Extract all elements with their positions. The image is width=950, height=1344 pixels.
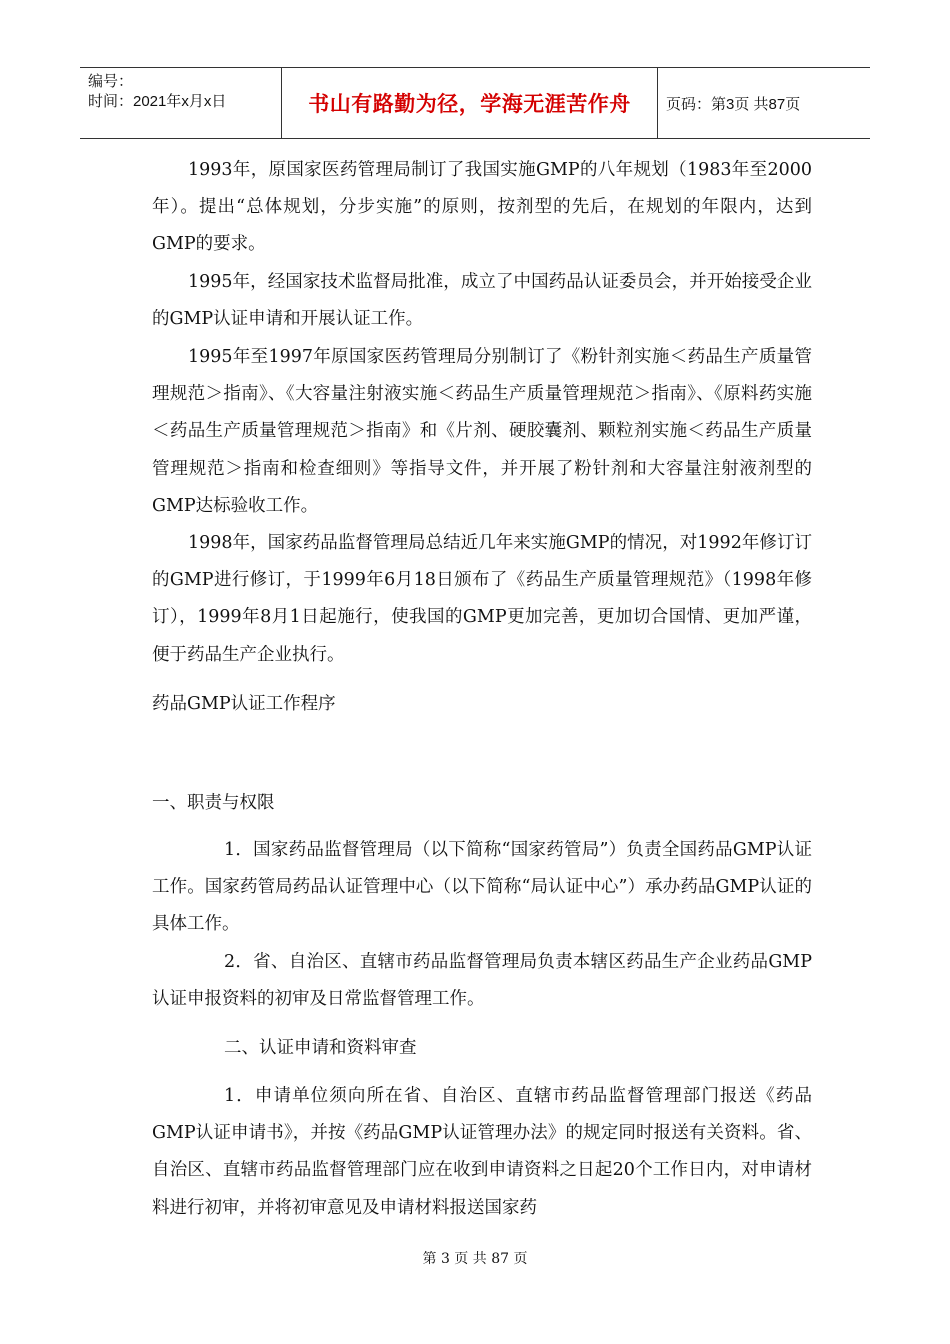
document-number-label: 编号：: [88, 73, 134, 90]
paragraph-1998: 1998年，国家药品监督管理局总结近几年来实施GMP的情况，对1992年修订订的GMP进行修订，于1999年6月18日颁布了《药品生产质量管理规范》（1998年修订），1999年8月1日起施行，使我国的GMP更加完善，更加切合国情、更加严谨，便于药品生产企业执行。: [152, 533, 812, 665]
section1-item-1: 1．国家药品监督管理局（以下简称“国家药管局”）负责全国药品GMP认证工作。国家药管局药品认证管理中心（以下简称“局认证中心”）承办药品GMP认证的具体工作。: [152, 840, 812, 935]
document-date: 时间：2021年x月x日: [88, 93, 227, 110]
section1-item-2: 2．省、自治区、直辖市药品监督管理局负责本辖区药品生产企业药品GMP认证申报资料的初审及日常监督管理工作。: [152, 952, 812, 1010]
section-title: 药品GMP认证工作程序: [152, 694, 336, 714]
header-motto: 书山有路勤为径，学海无涯苦作舟: [282, 68, 658, 138]
page-footer: 第 3 页 共 87 页: [422, 1251, 528, 1267]
paragraph-1995-1997: 1995年至1997年原国家医药管理局分别制订了《粉针剂实施＜药品生产质量管理规范＞指南》、《大容量注射液实施＜药品生产质量管理规范＞指南》、《原料药实施＜药品生产质量管理规范＞指南》和《片剂、硬胶囊剂、颗粒剂实施＜药品生产质量管理规范＞指南和检查细则》等指导文件，并开展了粉针剂和大容量注射液剂型的GMP达标验收工作。: [152, 347, 812, 516]
paragraph-1995: 1995年，经国家技术监督局批准，成立了中国药品认证委员会，并开始接受企业的GMP认证申请和开展认证工作。: [152, 272, 812, 330]
section2-item-1: 1．申请单位须向所在省、自治区、直辖市药品监督管理部门报送《药品GMP认证申请书》，并按《药品GMP认证管理办法》的规定同时报送有关资料。省、自治区、直辖市药品监督管理部门应在收到申请资料之日起20个工作日内，对申请材料进行初审，并将初审意见及申请材料报送国家药: [152, 1086, 812, 1218]
header-page-info: 页码：第3页 共87页: [666, 95, 801, 113]
section-heading-2: 二、认证申请和资料审查: [224, 1038, 417, 1058]
paragraph-1993: 1993年，原国家医药管理局制订了我国实施GMP的八年规划（1983年至2000年）。提出“总体规划，分步实施”的原则，按剂型的先后，在规划的年限内，达到GMP的要求。: [152, 160, 812, 255]
section-heading-1: 一、职责与权限: [152, 793, 275, 813]
